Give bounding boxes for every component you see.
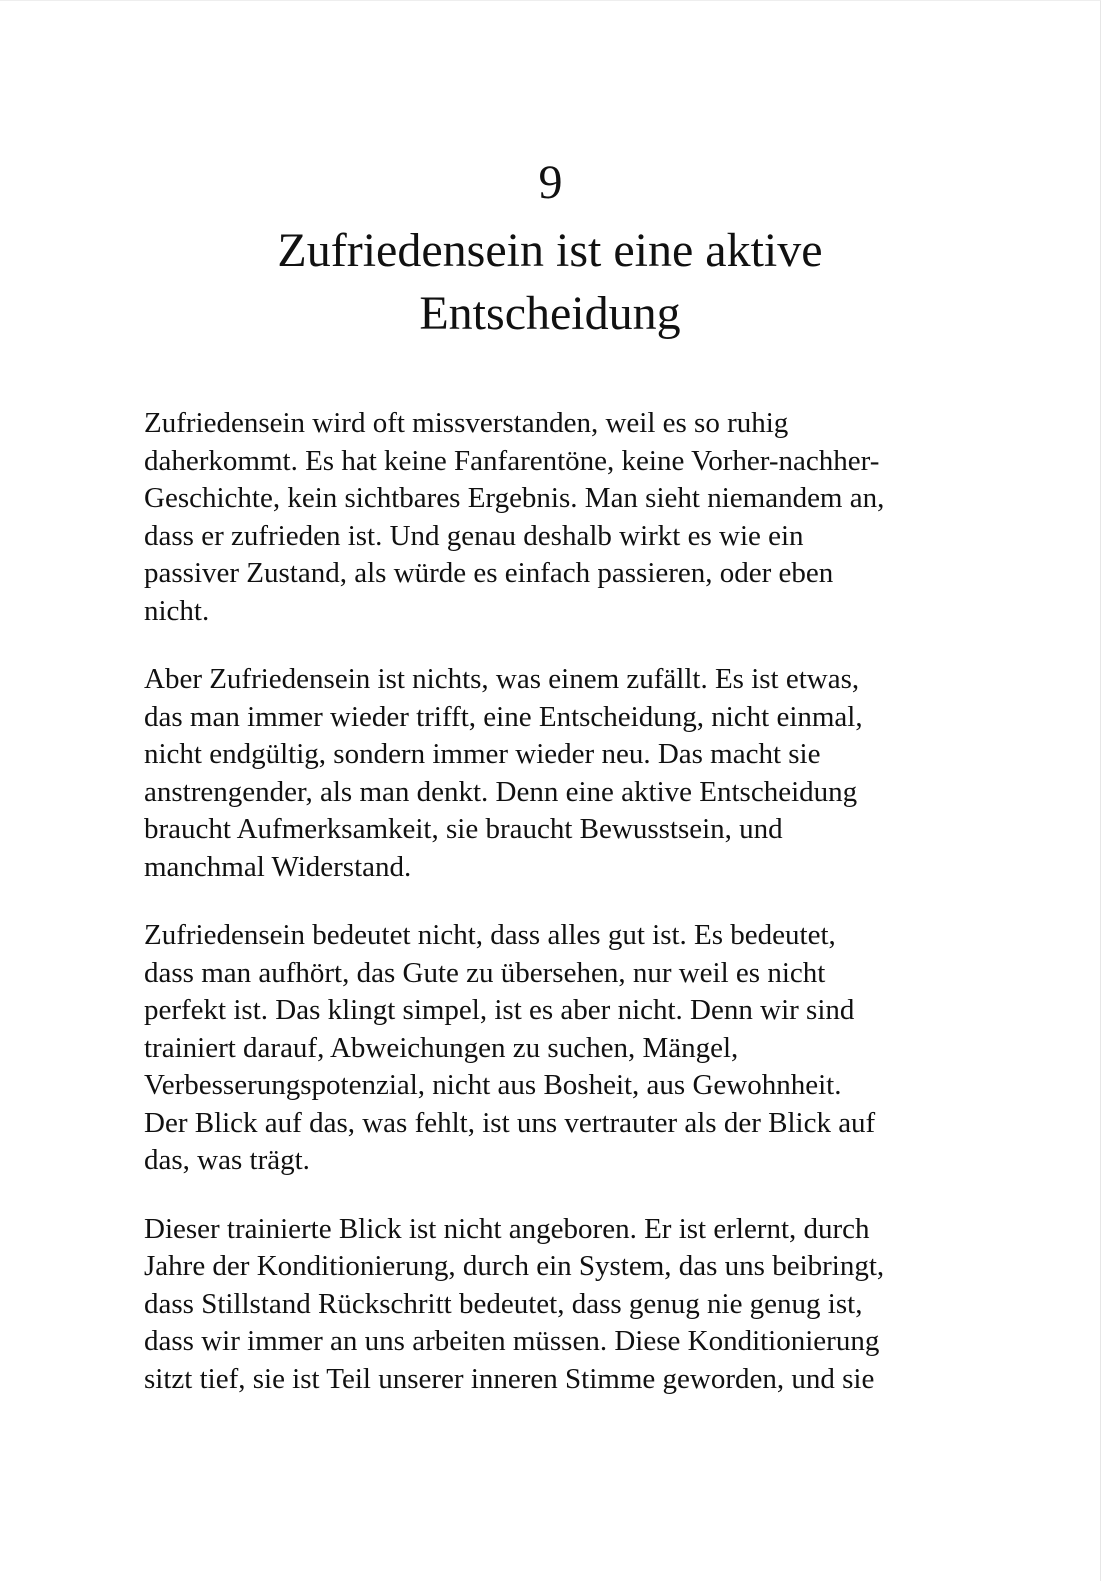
text-line: nicht. xyxy=(144,594,210,627)
paragraph xyxy=(144,1211,964,1399)
chapter-body xyxy=(144,405,964,1429)
text-line: Verbesserungspotenzial, nicht aus Bosheit, aus Gewohnheit. xyxy=(144,1069,842,1101)
chapter-title-line: Entscheidung xyxy=(419,287,681,340)
text-line: perfekt ist. Das klingt simpel, ist es aber nicht. Denn wir sind xyxy=(144,994,855,1026)
text-line: anstrengender, als man denkt. Denn eine aktive Entscheidung xyxy=(144,775,858,808)
paragraph xyxy=(144,405,964,630)
text-line: Dieser trainierte Blick ist nicht angeboren. Er ist erlernt, durch xyxy=(144,1212,870,1245)
text-line: das, was trägt. xyxy=(144,1144,310,1176)
text-line: Jahre der Konditionierung, durch ein System, das uns beibringt, xyxy=(144,1250,885,1282)
text-line: das man immer wieder trifft, eine Entscheidung, nicht einmal, xyxy=(144,700,863,733)
text-line: manchmal Widerstand. xyxy=(144,850,412,883)
text-line: Geschichte, kein sichtbares Ergebnis. Man sieht niemandem an, xyxy=(144,482,885,514)
text-line: trainiert darauf, Abweichungen zu suchen, Mängel, xyxy=(144,1031,739,1064)
chapter-number: 9 xyxy=(538,156,563,209)
paragraph xyxy=(144,917,964,1180)
text-line: nicht endgültig, sondern immer wieder neu. Das macht sie xyxy=(144,738,821,770)
text-line: Zufriedensein bedeutet nicht, dass alles gut ist. Es bedeutet, xyxy=(144,919,836,951)
text-line: passiver Zustand, als würde es einfach passieren, oder eben xyxy=(144,557,834,589)
chapter-title xyxy=(200,219,900,345)
text-line: dass man aufhört, das Gute zu übersehen, nur weil es nicht xyxy=(144,956,826,989)
text-line: sitzt tief, sie ist Teil unserer inneren Stimme geworden, und sie xyxy=(144,1362,875,1395)
text-line: dass Stillstand Rückschritt bedeutet, dass genug nie genug ist, xyxy=(144,1287,863,1320)
paragraph xyxy=(144,661,964,886)
text-line: Aber Zufriedensein ist nichts, was einem zufällt. Es ist etwas, xyxy=(144,663,860,695)
text-line: braucht Aufmerksamkeit, sie braucht Bewusstsein, und xyxy=(144,813,783,845)
text-line: Der Blick auf das, was fehlt, ist uns vertrauter als der Blick auf xyxy=(144,1106,876,1139)
chapter-title-line: Zufriedensein ist eine aktive xyxy=(277,224,823,277)
text-line: dass wir immer an uns arbeiten müssen. Diese Konditionierung xyxy=(144,1325,880,1357)
text-line: daherkommt. Es hat keine Fanfarentöne, keine Vorher-nachher- xyxy=(144,444,880,477)
text-line: Zufriedensein wird oft missverstanden, weil es so ruhig xyxy=(144,407,789,439)
text-line: dass er zufrieden ist. Und genau deshalb wirkt es wie ein xyxy=(144,519,804,552)
